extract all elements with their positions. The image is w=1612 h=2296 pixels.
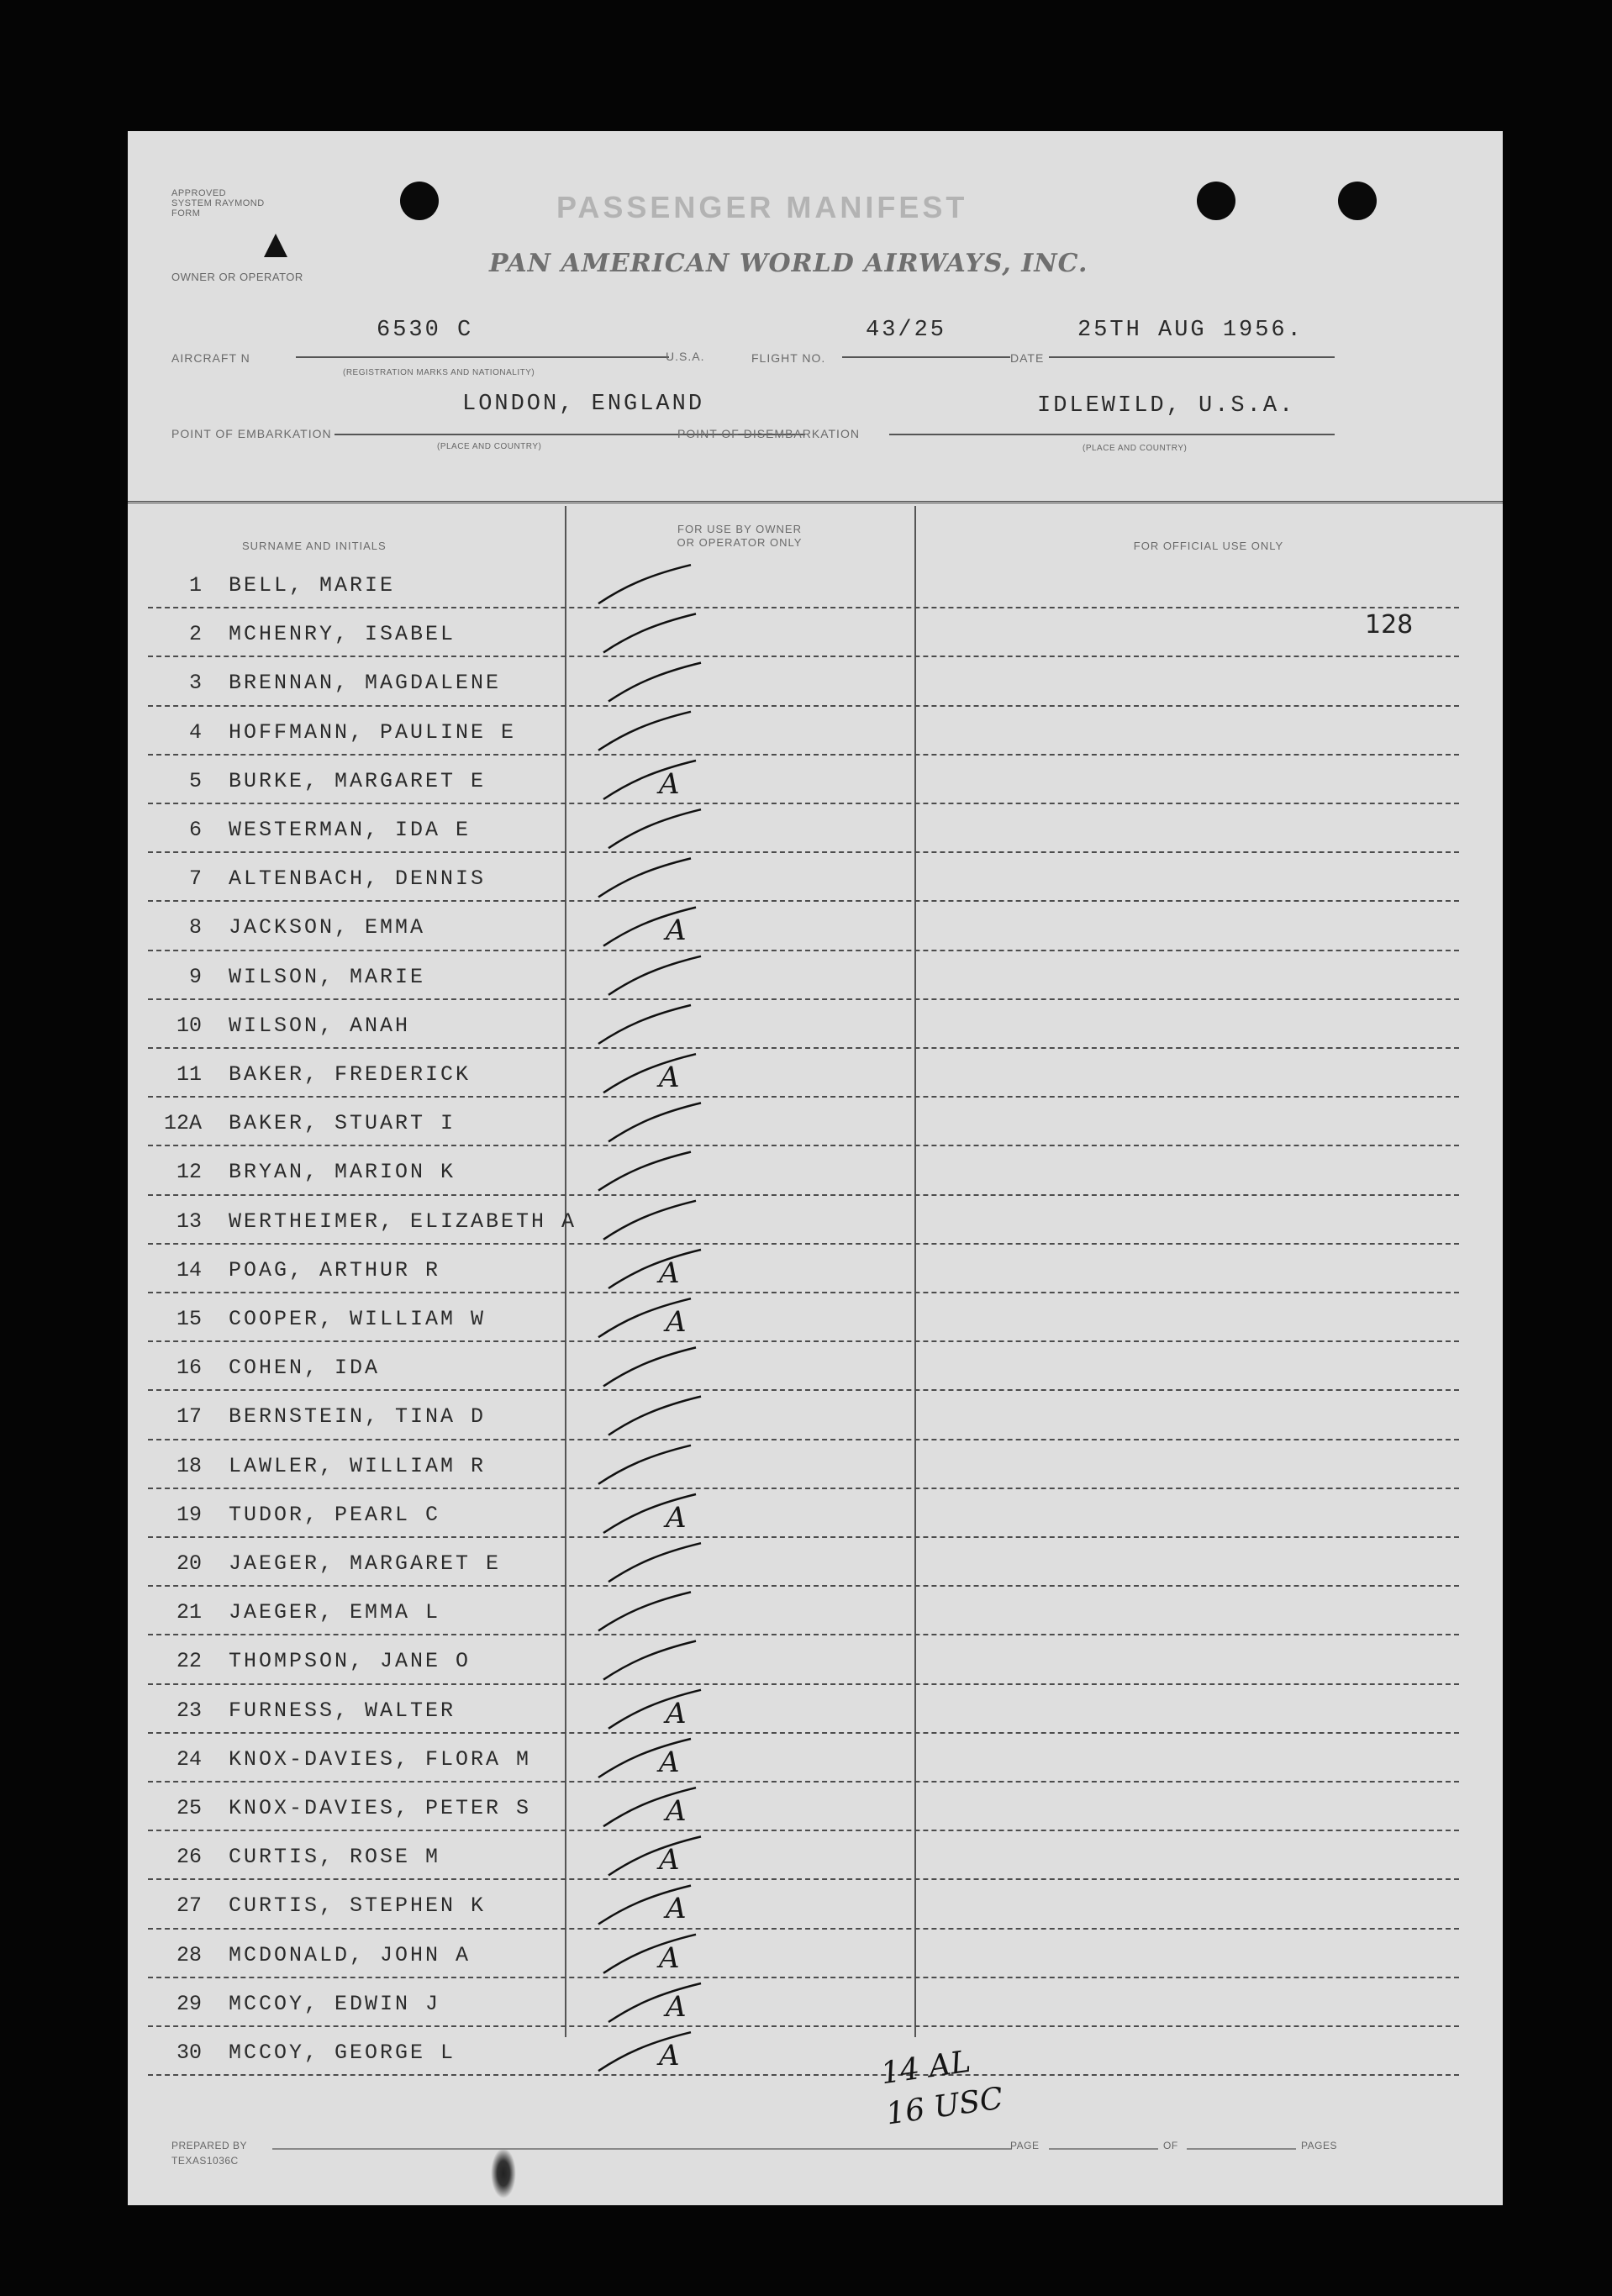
check-mark (598, 1592, 691, 1630)
check-mark (603, 1788, 696, 1826)
tally-line-2: 16 USC (883, 2081, 1005, 2132)
arrival-mark: A (659, 1745, 680, 1779)
arrival-mark: A (659, 2039, 680, 2072)
flight-value: 43/25 (866, 318, 947, 343)
check-mark (598, 1886, 691, 1925)
passenger-number: 22 (176, 1649, 202, 1674)
usa-label: U.S.A. (666, 350, 705, 363)
check-mark (603, 1201, 696, 1240)
check-mark (608, 1690, 701, 1729)
arrival-mark: A (659, 1061, 680, 1094)
passenger-number: 18 (176, 1453, 202, 1478)
prepared-by-label: PREPARED BY (171, 2140, 247, 2151)
passenger-name: BELL, MARIE (229, 573, 396, 598)
check-mark (603, 1494, 696, 1533)
check-mark (603, 1347, 696, 1386)
check-mark (598, 1739, 691, 1777)
passenger-number: 23 (176, 1698, 202, 1723)
approval-stamp: APPROVED SYSTEM RAYMOND FORM (171, 188, 265, 219)
form-title: PASSENGER MANIFEST (556, 190, 968, 224)
passenger-number: 13 (176, 1209, 202, 1234)
passenger-name: WESTERMAN, IDA E (229, 818, 471, 842)
embark-value: LONDON, ENGLAND (462, 392, 705, 417)
aircraft-label: AIRCRAFT N (171, 351, 250, 365)
passenger-number: 5 (188, 768, 202, 793)
check-mark (608, 1836, 701, 1875)
page-label: PAGE (1010, 2140, 1040, 2151)
passenger-number: 27 (176, 1893, 202, 1919)
check-mark (608, 956, 701, 995)
airline-name: PAN AMERICAN WORLD AIRWAYS, INC. (489, 249, 1088, 278)
passenger-name: LAWLER, WILLIAM R (229, 1453, 487, 1478)
passenger-number: 25 (176, 1796, 202, 1820)
check-mark (598, 712, 691, 750)
passenger-name: HOFFMANN, PAULINE E (229, 719, 517, 745)
passenger-name: BAKER, STUART I (229, 1111, 456, 1136)
arrival-mark: A (666, 914, 687, 948)
passenger-number: 14 (176, 1257, 202, 1282)
passenger-number: 10 (176, 1013, 202, 1038)
check-mark (598, 2032, 691, 2071)
check-mark (608, 1983, 701, 2022)
check-mark (603, 1935, 696, 1973)
check-mark (603, 761, 696, 799)
arrival-mark: A (666, 1696, 687, 1730)
passenger-number: 1 (188, 573, 202, 598)
check-mark (598, 858, 691, 897)
checkmark-layer (128, 131, 1503, 2205)
passenger-number: 24 (176, 1746, 202, 1772)
manifest-sheet (128, 131, 1503, 2205)
arrival-mark: A (659, 766, 680, 801)
column-header-owner-1: FOR USE BY OWNER (677, 523, 802, 535)
passenger-name: KNOX-DAVIES, PETER S (229, 1796, 532, 1820)
passenger-number: 8 (188, 915, 202, 940)
flight-label: FLIGHT NO. (751, 351, 826, 365)
passenger-name: BRENNAN, MAGDALENE (229, 671, 502, 696)
passenger-name: MCHENRY, ISABEL (229, 622, 456, 647)
tally-line-1: 14 AL (878, 2044, 973, 2092)
arrival-mark: A (666, 1892, 687, 1926)
passenger-number: 12A (163, 1111, 202, 1136)
passenger-name: JACKSON, EMMA (229, 915, 426, 940)
passenger-name: CURTIS, ROSE M (229, 1845, 441, 1870)
passenger-number: 12 (176, 1160, 202, 1185)
date-label: DATE (1010, 351, 1045, 365)
column-header-owner-2: OR OPERATOR ONLY (677, 536, 803, 549)
arrival-mark: A (659, 1941, 680, 1975)
arrival-mark: A (659, 1843, 680, 1877)
check-mark (608, 663, 701, 702)
passenger-number: 16 (176, 1356, 202, 1381)
check-mark (598, 1005, 691, 1044)
passenger-number: 30 (176, 2041, 202, 2065)
column-header-surname: SURNAME AND INITIALS (242, 540, 387, 552)
passenger-number: 26 (176, 1845, 202, 1870)
column-header-official: FOR OFFICIAL USE ONLY (1133, 540, 1284, 552)
check-mark (603, 613, 696, 652)
aircraft-sublabel: (REGISTRATION MARKS AND NATIONALITY) (343, 368, 535, 377)
passenger-number: 9 (188, 964, 202, 989)
passenger-name: BURKE, MARGARET E (229, 768, 487, 793)
check-mark (608, 1397, 701, 1435)
passenger-name: CURTIS, STEPHEN K (229, 1893, 487, 1919)
passenger-number: 15 (176, 1307, 202, 1331)
pages-label: PAGES (1301, 2140, 1337, 2151)
passenger-number: 3 (188, 671, 202, 696)
passenger-number: 7 (188, 866, 202, 892)
of-label: OF (1163, 2140, 1178, 2151)
passenger-name: THOMPSON, JANE O (229, 1649, 471, 1674)
arrival-mark: A (666, 1305, 687, 1339)
owner-label: OWNER OR OPERATOR (171, 271, 303, 283)
passenger-name: POAG, ARTHUR R (229, 1257, 441, 1282)
passenger-number: 6 (188, 818, 202, 842)
embark-label: POINT OF EMBARKATION (171, 427, 332, 440)
passenger-name: WILSON, MARIE (229, 964, 426, 989)
disembark-value: IDLEWILD, U.S.A. (1037, 393, 1296, 419)
check-mark (603, 908, 696, 946)
arrival-mark: A (659, 1256, 680, 1290)
official-count: 128 (1365, 610, 1414, 640)
date-value: 25TH AUG 1956. (1077, 318, 1304, 343)
passenger-name: WILSON, ANAH (229, 1013, 411, 1038)
check-mark (598, 565, 691, 603)
check-mark (608, 1103, 701, 1141)
passenger-name: BAKER, FREDERICK (229, 1062, 471, 1087)
passenger-name: JAEGER, EMMA L (229, 1600, 441, 1625)
passenger-name: MCCOY, GEORGE L (229, 2041, 456, 2065)
check-mark (608, 1250, 701, 1288)
passenger-name: COHEN, IDA (229, 1356, 381, 1381)
passenger-name: JAEGER, MARGARET E (229, 1551, 502, 1576)
check-mark (608, 1543, 701, 1582)
check-mark (603, 1054, 696, 1093)
passenger-number: 19 (176, 1502, 202, 1527)
passenger-number: 20 (176, 1551, 202, 1576)
check-mark (603, 1641, 696, 1680)
arrival-mark: A (666, 1989, 687, 2024)
check-mark (608, 809, 701, 848)
check-mark (598, 1298, 691, 1337)
arrival-mark: A (666, 1794, 687, 1828)
aircraft-value: 6530 C (377, 318, 474, 343)
arrival-mark: A (666, 1500, 687, 1535)
passenger-name: MCDONALD, JOHN A (229, 1942, 471, 1967)
passenger-number: 21 (176, 1600, 202, 1625)
passenger-name: WERTHEIMER, ELIZABETH A (229, 1209, 577, 1234)
passenger-number: 11 (176, 1062, 202, 1087)
form-code: TEXAS1036C (171, 2155, 239, 2167)
embark-sublabel: (PLACE AND COUNTRY) (437, 442, 542, 451)
check-mark (598, 1152, 691, 1191)
disembark-label: POINT OF DISEMBARKATION (677, 427, 860, 440)
passenger-name: COOPER, WILLIAM W (229, 1307, 487, 1331)
passenger-name: BRYAN, MARION K (229, 1160, 456, 1185)
passenger-number: 17 (176, 1404, 202, 1430)
passenger-name: BERNSTEIN, TINA D (229, 1404, 487, 1430)
passenger-number: 4 (188, 719, 202, 745)
passenger-name: KNOX-DAVIES, FLORA M (229, 1746, 532, 1772)
passenger-number: 28 (176, 1942, 202, 1967)
passenger-name: FURNESS, WALTER (229, 1698, 456, 1723)
check-mark (598, 1446, 691, 1484)
disembark-sublabel: (PLACE AND COUNTRY) (1083, 444, 1188, 453)
passenger-number: 29 (176, 1991, 202, 2016)
passenger-name: TUDOR, PEARL C (229, 1502, 441, 1527)
passenger-number: 2 (188, 622, 202, 647)
passenger-name: ALTENBACH, DENNIS (229, 866, 487, 892)
passenger-name: MCCOY, EDWIN J (229, 1991, 441, 2016)
